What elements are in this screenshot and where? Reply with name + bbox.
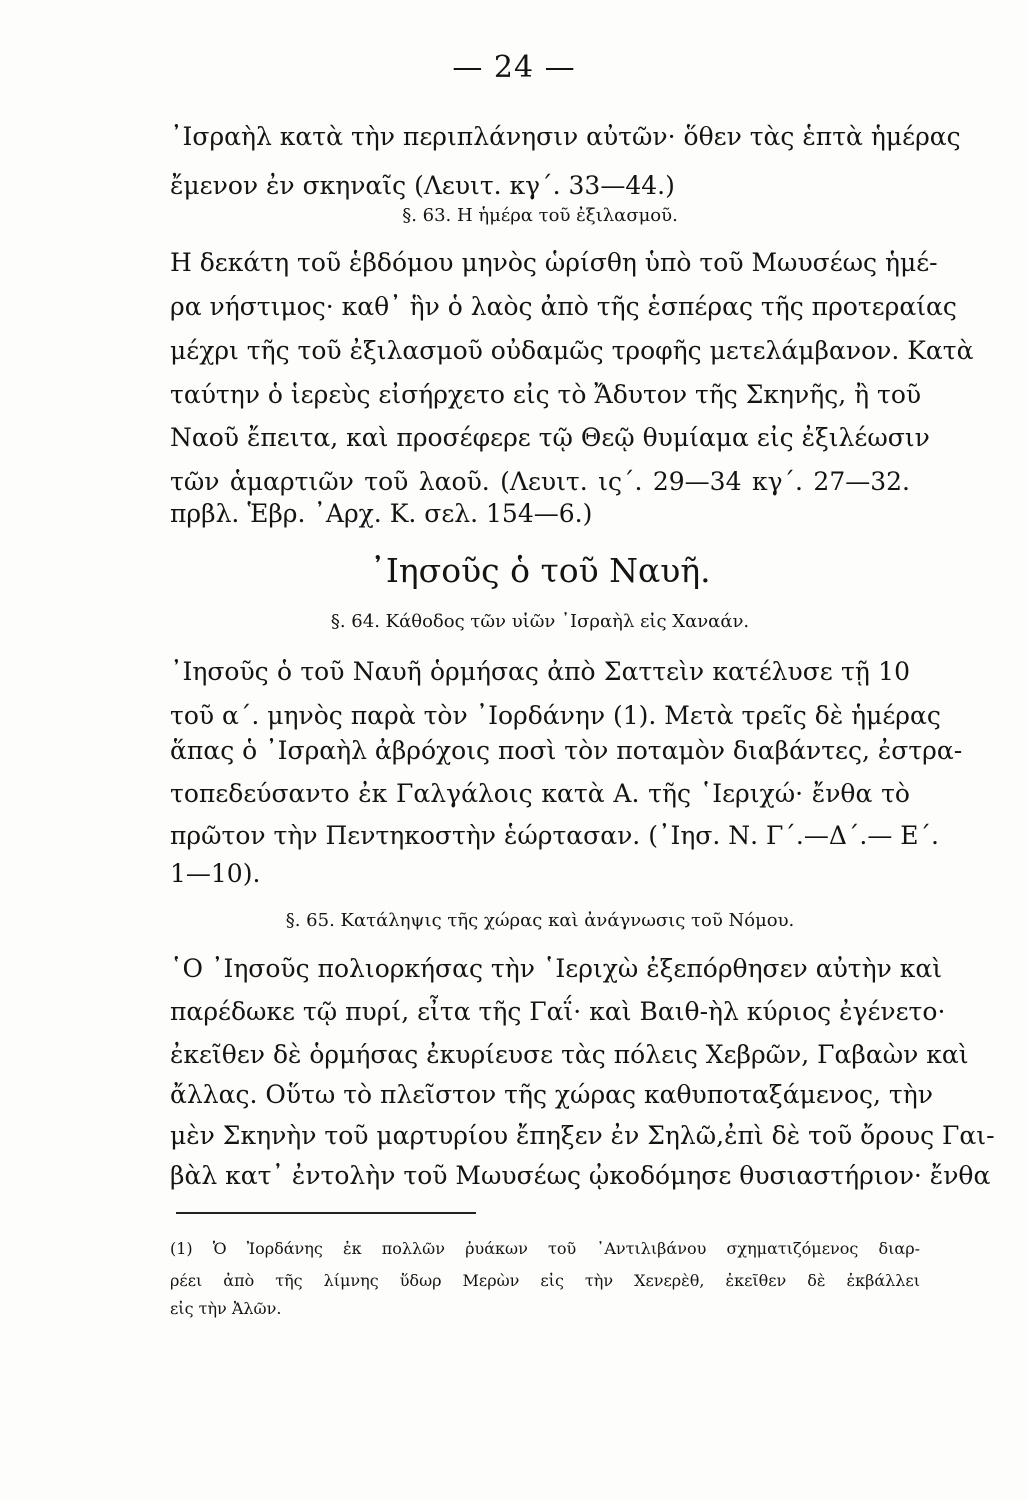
text-line: τοπεδεύσαντο ἐκ Γαλγάλοις κατὰ Α. τῆς ῾Ιεριχώ· ἔνθα τὸ: [170, 779, 910, 808]
section-heading-63: §. 63. Η ἡμέρα τοῦ ἐξιλασμοῦ.: [402, 205, 678, 226]
text-line: παρέδωκε τῷ πυρί, εἶτα τῆς Γαΐ· καὶ Βαιθ-ὴλ κύριος ἐγένετο·: [170, 997, 946, 1026]
page-number: — 24 —: [452, 50, 576, 85]
text-line: ταύτην ὁ ἱερεὺς εἰσήρχετο εἰς τὸ Ἄδυτον τῆς Σκηνῆς, ἢ τοῦ: [170, 380, 922, 409]
text-line: Η δεκάτη τοῦ ἑβδόμου μηνὸς ὡρίσθη ὑπὸ τοῦ Μωυσέως ἡμέ-: [170, 248, 938, 277]
text-line: τῶν ἁμαρτιῶν τοῦ λαοῦ. (Λευιτ. ις΄. 29—34 κγ΄. 27—32.: [170, 467, 910, 496]
text-line: ἄλλας. Οὕτω τὸ πλεῖστον τῆς χώρας καθυποταξάμενος, τὴν: [170, 1080, 933, 1109]
text-line: πρβλ. Ἑβρ. ᾿Αρχ. Κ. σελ. 154—6.): [170, 499, 593, 528]
chapter-heading: ᾿Ιησοῦς ὁ τοῦ Ναυῆ.: [369, 551, 711, 590]
text-line: βὰλ κατ᾿ ἐντολὴν τοῦ Μωυσέως ᾠκοδόμησε θυσιαστήριον· ἔνθα: [170, 1161, 991, 1190]
section-heading-64: §. 64. Κάθοδος τῶν υἱῶν ᾿Ισραὴλ εἰς Χαναάν.: [330, 611, 750, 632]
text-line: 1—10).: [170, 859, 261, 888]
text-line: ρα νήστιμος· καθ᾿ ἣν ὁ λαὸς ἀπὸ τῆς ἑσπέρας τῆς προτεραίας: [170, 292, 957, 321]
text-line: ἐκεῖθεν δὲ ὁρμήσας ἐκυρίευσε τὰς πόλεις Χεβρῶν, Γαβαὼν καὶ: [170, 1040, 969, 1069]
text-line: μέχρι τῆς τοῦ ἐξιλασμοῦ οὐδαμῶς τροφῆς μετελάμβανον. Κατὰ: [170, 336, 974, 365]
text-line: τοῦ α΄. μηνὸς παρὰ τὸν ᾿Ιορδάνην (1). Μετὰ τρεῖς δὲ ἡμέρας: [170, 701, 941, 730]
text-line: ἅπας ὁ ᾿Ισραὴλ ἀβρόχοις ποσὶ τὸν ποταμὸν διαβάντες, ἐστρα-: [170, 736, 963, 765]
text-line: μὲν Σκηνὴν τοῦ μαρτυρίου ἔπηξεν ἐν Σηλῶ,ἐπὶ δὲ τοῦ ὄρους Γαι-: [170, 1121, 995, 1150]
footnote-line: (1) Ὁ Ἰορδάνης ἐκ πολλῶν ῥυάκων τοῦ ᾿Αντιλιβάνου σχηματιζόμενος διαρ-: [170, 1239, 920, 1258]
footnote-line: ρέει ἀπὸ τῆς λίμνης ὕδωρ Μερὼν εἰς τὴν Χενερὲθ, ἐκεῖθεν δὲ ἐκβάλλει: [170, 1271, 920, 1290]
text-line: ῾Ο ᾿Ιησοῦς πολιορκήσας τὴν ῾Ιεριχὼ ἐξεπόρθησεν αὐτὴν καὶ: [170, 954, 943, 983]
text-line: ᾿Ισραὴλ κατὰ τὴν περιπλάνησιν αὐτῶν· ὅθεν τὰς ἑπτὰ ἡμέρας: [170, 122, 961, 151]
footnote-rule: [176, 1212, 476, 1214]
section-heading-65: §. 65. Κατάληψις τῆς χώρας καὶ ἀνάγνωσις τοῦ Νόμου.: [285, 910, 795, 931]
text-line: ᾿Ιησοῦς ὁ τοῦ Ναυῆ ὁρμήσας ἀπὸ Σαττεὶν κατέλυσε τῇ 10: [170, 657, 910, 686]
footnote-line: εἰς τὴν Ἀλῶν.: [170, 1299, 282, 1318]
text-line: πρῶτον τὴν Πεντηκοστὴν ἑώρτασαν. (᾿Ιησ. Ν. Γ΄.—Δ΄.— Ε΄.: [170, 821, 939, 850]
text-line: Ναοῦ ἔπειτα, καὶ προσέφερε τῷ Θεῷ θυμίαμα εἰς ἐξιλέωσιν: [170, 423, 930, 452]
text-line: ἔμενον ἐν σκηναῖς (Λευιτ. κγ΄. 33—44.): [170, 171, 675, 200]
